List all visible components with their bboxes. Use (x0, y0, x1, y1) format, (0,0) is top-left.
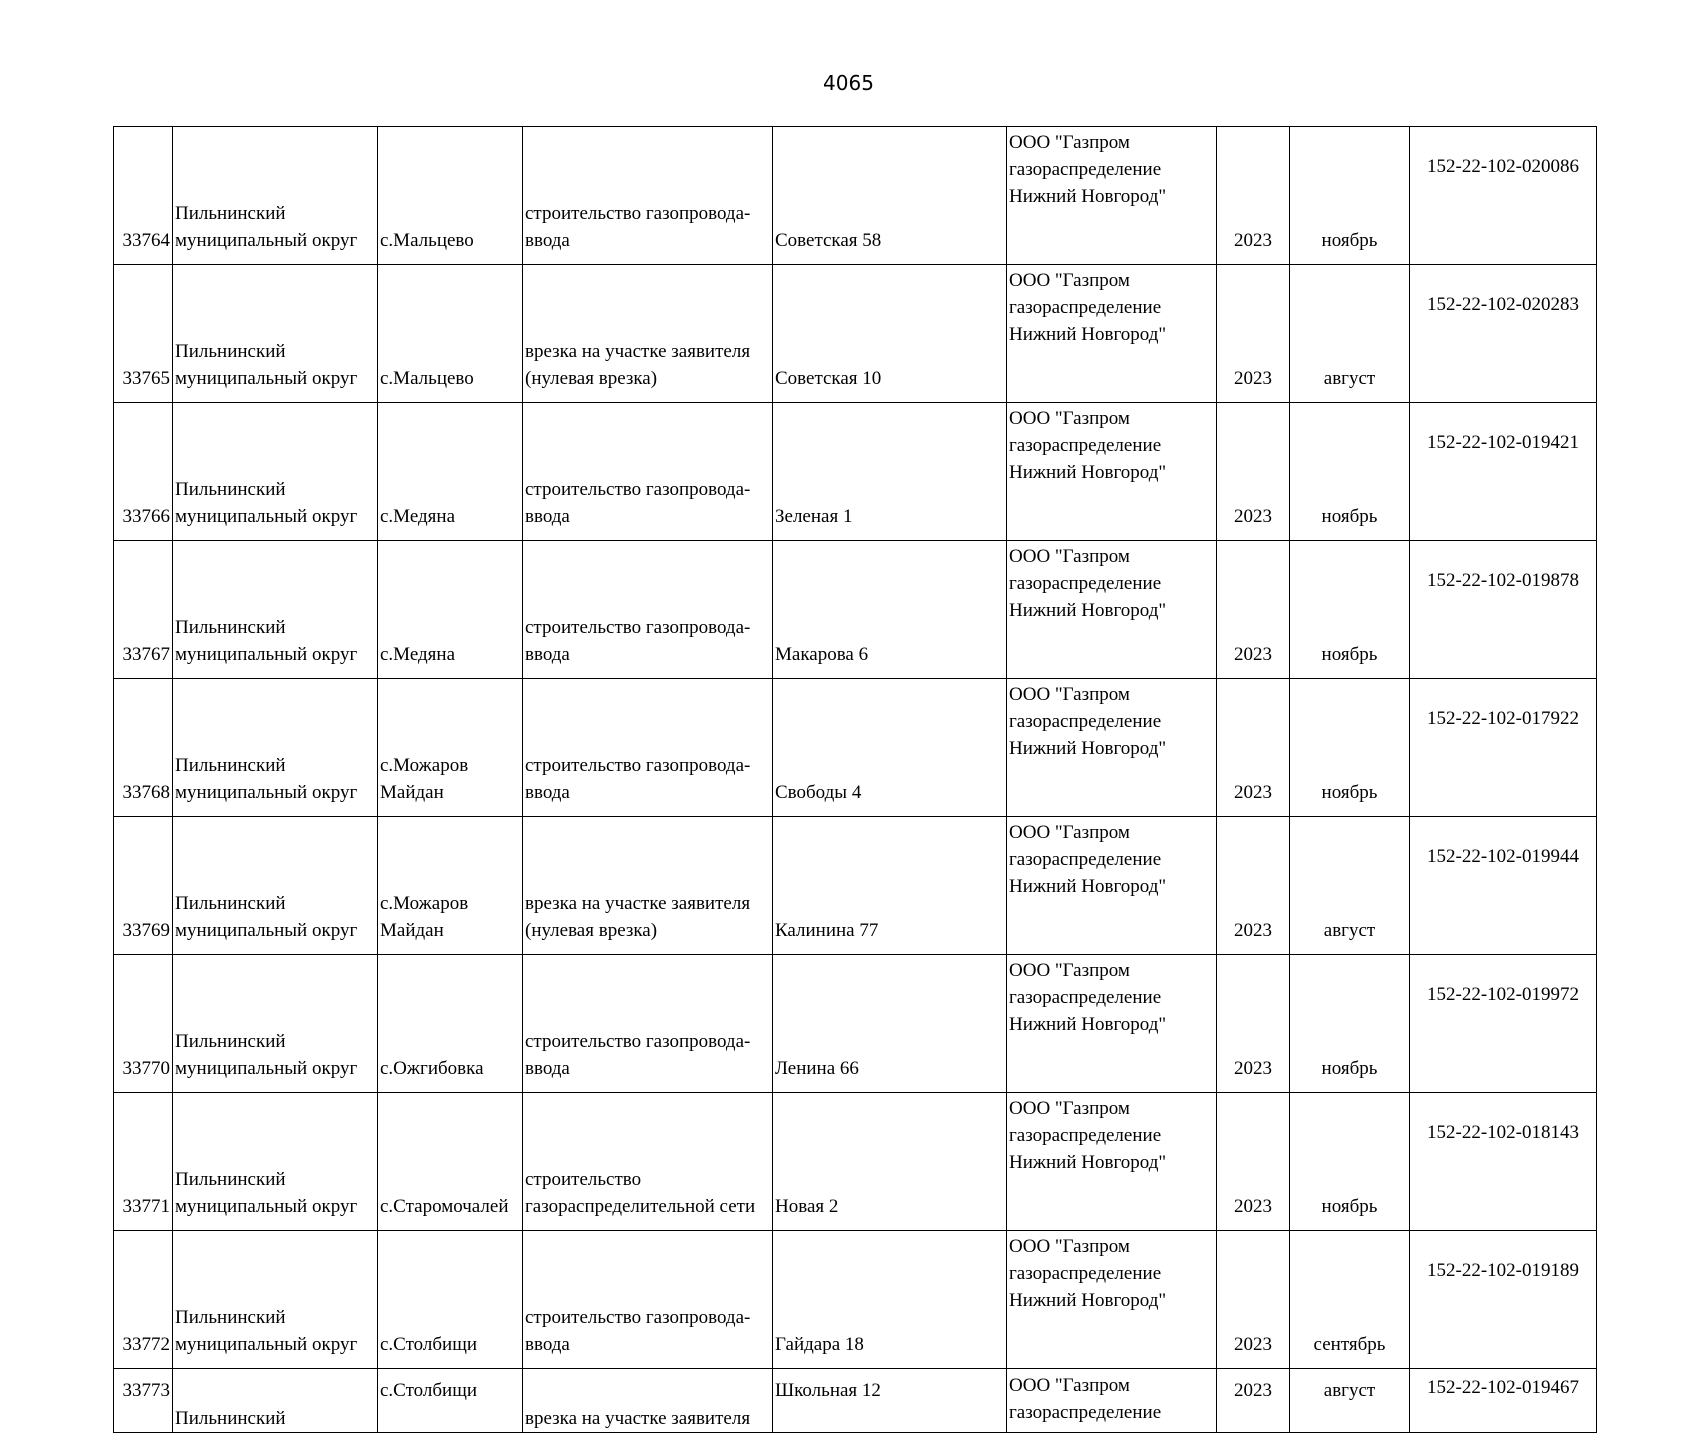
month-cell: август (1290, 817, 1410, 955)
page-number: 4065 (823, 71, 874, 95)
organization-cell-line: Нижний Новгород" (1009, 462, 1167, 483)
work-type-cell (523, 817, 773, 955)
organization-cell (1007, 679, 1217, 817)
application-code-cell: 152-22-102-019944 (1410, 817, 1597, 955)
work-type-cell-line: врезка на участке заявителя (525, 1408, 751, 1429)
organization-cell (1007, 127, 1217, 265)
record-number: 33771 (114, 1093, 173, 1231)
organization-cell-line: газораспределение (1009, 987, 1162, 1008)
address-cell: Свободы 4 (773, 679, 1007, 817)
district-cell-line: Пильнинский (175, 1408, 286, 1429)
work-type-cell (523, 679, 773, 817)
year-cell: 2023 (1217, 1093, 1290, 1231)
work-type-cell-line: строительство газопровода- (525, 755, 751, 776)
month-cell: ноябрь (1290, 541, 1410, 679)
organization-cell-line: Нижний Новгород" (1009, 1152, 1167, 1173)
address-cell: Макарова 6 (773, 541, 1007, 679)
organization-cell (1007, 955, 1217, 1093)
record-number: 33764 (114, 127, 173, 265)
work-type-cell-line: ввода (525, 1058, 570, 1079)
record-number: 33766 (114, 403, 173, 541)
work-type-cell (523, 1231, 773, 1369)
district-cell-line: муниципальный округ (175, 368, 358, 389)
organization-cell-line: ООО "Газпром (1009, 822, 1130, 843)
village-cell-line: с.Можаров (380, 755, 469, 776)
application-code-cell: 152-22-102-019189 (1410, 1231, 1597, 1369)
district-cell-line: муниципальный округ (175, 644, 358, 665)
month-cell: ноябрь (1290, 127, 1410, 265)
year-cell: 2023 (1217, 1231, 1290, 1369)
district-cell-line: Пильнинский (175, 893, 286, 914)
record-number: 33767 (114, 541, 173, 679)
work-type-cell-line: строительство газопровода- (525, 203, 751, 224)
village-cell-line: с.Можаров (380, 893, 469, 914)
village-cell (378, 1369, 523, 1433)
organization-cell-line: ООО "Газпром (1009, 132, 1130, 153)
work-type-cell-line: врезка на участке заявителя (525, 893, 751, 914)
gas-connection-table (113, 126, 1597, 1433)
village-cell (378, 127, 523, 265)
organization-cell-line: Нижний Новгород" (1009, 738, 1167, 759)
village-cell (378, 403, 523, 541)
work-type-cell (523, 127, 773, 265)
table-row (114, 1369, 1597, 1433)
work-type-cell (523, 403, 773, 541)
district-cell (173, 817, 378, 955)
organization-cell-line: газораспределение (1009, 1125, 1162, 1146)
organization-cell-line: ООО "Газпром (1009, 1098, 1130, 1119)
work-type-cell (523, 1093, 773, 1231)
district-cell (173, 127, 378, 265)
organization-cell (1007, 1369, 1217, 1433)
village-cell-line: Майдан (380, 782, 444, 803)
work-type-cell (523, 955, 773, 1093)
village-cell (378, 541, 523, 679)
organization-cell-line: Нижний Новгород" (1009, 876, 1167, 897)
organization-cell-line: газораспределение (1009, 435, 1162, 456)
village-cell-line: Майдан (380, 920, 444, 941)
organization-cell-line: ООО "Газпром (1009, 408, 1130, 429)
village-cell (378, 265, 523, 403)
table-row (114, 541, 1597, 679)
organization-cell (1007, 541, 1217, 679)
work-type-cell-line: газораспределительной сети (525, 1196, 756, 1217)
district-cell-line: муниципальный округ (175, 782, 358, 803)
month-cell: ноябрь (1290, 679, 1410, 817)
table-row (114, 955, 1597, 1093)
address-cell: Советская 58 (773, 127, 1007, 265)
table-row (114, 403, 1597, 541)
district-cell-line: муниципальный округ (175, 506, 358, 527)
organization-cell-line: газораспределение (1009, 1402, 1162, 1423)
district-cell-line: Пильнинский (175, 1169, 286, 1190)
village-cell-line: с.Старомочалей (380, 1196, 509, 1217)
district-cell (173, 1369, 378, 1433)
year-cell: 2023 (1217, 541, 1290, 679)
organization-cell-line: ООО "Газпром (1009, 960, 1130, 981)
record-number: 33772 (114, 1231, 173, 1369)
district-cell (173, 265, 378, 403)
record-number: 33765 (114, 265, 173, 403)
organization-cell (1007, 265, 1217, 403)
work-type-cell-line: врезка на участке заявителя (525, 341, 751, 362)
work-type-cell-line: строительство (525, 1169, 642, 1190)
organization-cell-line: газораспределение (1009, 849, 1162, 870)
village-cell (378, 679, 523, 817)
address-cell: Калинина 77 (773, 817, 1007, 955)
month-cell: сентябрь (1290, 1231, 1410, 1369)
organization-cell-line: ООО "Газпром (1009, 1375, 1130, 1396)
year-cell: 2023 (1217, 127, 1290, 265)
application-code-cell: 152-22-102-020283 (1410, 265, 1597, 403)
village-cell-line: с.Столбищи (380, 1380, 478, 1401)
record-number: 33769 (114, 817, 173, 955)
work-type-cell (523, 265, 773, 403)
village-cell (378, 817, 523, 955)
district-cell (173, 1093, 378, 1231)
organization-cell-line: газораспределение (1009, 573, 1162, 594)
work-type-cell-line: ввода (525, 1334, 570, 1355)
year-cell: 2023 (1217, 817, 1290, 955)
work-type-cell-line: ввода (525, 230, 570, 251)
work-type-cell-line: строительство газопровода- (525, 1307, 751, 1328)
work-type-cell-line: ввода (525, 782, 570, 803)
district-cell-line: Пильнинский (175, 341, 286, 362)
organization-cell-line: Нижний Новгород" (1009, 1014, 1167, 1035)
table-row (114, 127, 1597, 265)
application-code-cell: 152-22-102-019467 (1410, 1369, 1597, 1433)
district-cell-line: муниципальный округ (175, 1058, 358, 1079)
address-cell: Советская 10 (773, 265, 1007, 403)
month-cell: ноябрь (1290, 955, 1410, 1093)
record-number: 33770 (114, 955, 173, 1093)
month-cell: ноябрь (1290, 1093, 1410, 1231)
table-row (114, 679, 1597, 817)
district-cell-line: Пильнинский (175, 1307, 286, 1328)
table-row (114, 817, 1597, 955)
organization-cell (1007, 403, 1217, 541)
work-type-cell-line: строительство газопровода- (525, 617, 751, 638)
district-cell-line: муниципальный округ (175, 920, 358, 941)
month-cell: ноябрь (1290, 403, 1410, 541)
village-cell-line: с.Ожгибовка (380, 1058, 484, 1079)
month-cell: август (1290, 265, 1410, 403)
district-cell (173, 955, 378, 1093)
organization-cell-line: газораспределение (1009, 297, 1162, 318)
address-cell: Зеленая 1 (773, 403, 1007, 541)
organization-cell (1007, 1231, 1217, 1369)
address-cell: Гайдара 18 (773, 1231, 1007, 1369)
organization-cell-line: газораспределение (1009, 1263, 1162, 1284)
village-cell (378, 1231, 523, 1369)
address-cell: Школьная 12 (773, 1369, 1007, 1433)
application-code-cell: 152-22-102-017922 (1410, 679, 1597, 817)
village-cell-line: с.Столбищи (380, 1334, 478, 1355)
work-type-cell-line: ввода (525, 644, 570, 665)
record-number: 33768 (114, 679, 173, 817)
village-cell (378, 1093, 523, 1231)
district-cell-line: Пильнинский (175, 755, 286, 776)
application-code-cell: 152-22-102-019421 (1410, 403, 1597, 541)
district-cell-line: Пильнинский (175, 479, 286, 500)
address-cell: Новая 2 (773, 1093, 1007, 1231)
village-cell-line: с.Медяна (380, 506, 456, 527)
year-cell: 2023 (1217, 265, 1290, 403)
village-cell-line: с.Мальцево (380, 368, 474, 389)
organization-cell-line: Нижний Новгород" (1009, 186, 1167, 207)
district-cell (173, 1231, 378, 1369)
district-cell-line: Пильнинский (175, 203, 286, 224)
record-number: 33773 (114, 1369, 173, 1433)
organization-cell-line: Нижний Новгород" (1009, 600, 1167, 621)
organization-cell-line: ООО "Газпром (1009, 1236, 1130, 1257)
organization-cell-line: газораспределение (1009, 711, 1162, 732)
application-code-cell: 152-22-102-019972 (1410, 955, 1597, 1093)
village-cell-line: с.Медяна (380, 644, 456, 665)
village-cell-line: с.Мальцево (380, 230, 474, 251)
organization-cell-line: ООО "Газпром (1009, 684, 1130, 705)
work-type-cell (523, 1369, 773, 1433)
organization-cell (1007, 817, 1217, 955)
work-type-cell-line: строительство газопровода- (525, 479, 751, 500)
table-row (114, 1093, 1597, 1231)
village-cell (378, 955, 523, 1093)
work-type-cell-line: (нулевая врезка) (525, 368, 658, 389)
organization-cell (1007, 1093, 1217, 1231)
application-code-cell: 152-22-102-019878 (1410, 541, 1597, 679)
work-type-cell-line: ввода (525, 506, 570, 527)
organization-cell-line: ООО "Газпром (1009, 270, 1130, 291)
year-cell: 2023 (1217, 679, 1290, 817)
work-type-cell (523, 541, 773, 679)
year-cell: 2023 (1217, 403, 1290, 541)
year-cell: 2023 (1217, 1369, 1290, 1433)
organization-cell-line: ООО "Газпром (1009, 546, 1130, 567)
table-row (114, 265, 1597, 403)
district-cell-line: муниципальный округ (175, 1196, 358, 1217)
district-cell (173, 679, 378, 817)
month-cell: август (1290, 1369, 1410, 1433)
district-cell-line: Пильнинский (175, 617, 286, 638)
district-cell (173, 403, 378, 541)
district-cell (173, 541, 378, 679)
application-code-cell: 152-22-102-020086 (1410, 127, 1597, 265)
organization-cell-line: Нижний Новгород" (1009, 324, 1167, 345)
year-cell: 2023 (1217, 955, 1290, 1093)
application-code-cell: 152-22-102-018143 (1410, 1093, 1597, 1231)
table-row (114, 1231, 1597, 1369)
district-cell-line: Пильнинский (175, 1031, 286, 1052)
organization-cell-line: Нижний Новгород" (1009, 1290, 1167, 1311)
district-cell-line: муниципальный округ (175, 1334, 358, 1355)
work-type-cell-line: строительство газопровода- (525, 1031, 751, 1052)
district-cell-line: муниципальный округ (175, 230, 358, 251)
work-type-cell-line: (нулевая врезка) (525, 920, 658, 941)
address-cell: Ленина 66 (773, 955, 1007, 1093)
organization-cell-line: газораспределение (1009, 159, 1162, 180)
